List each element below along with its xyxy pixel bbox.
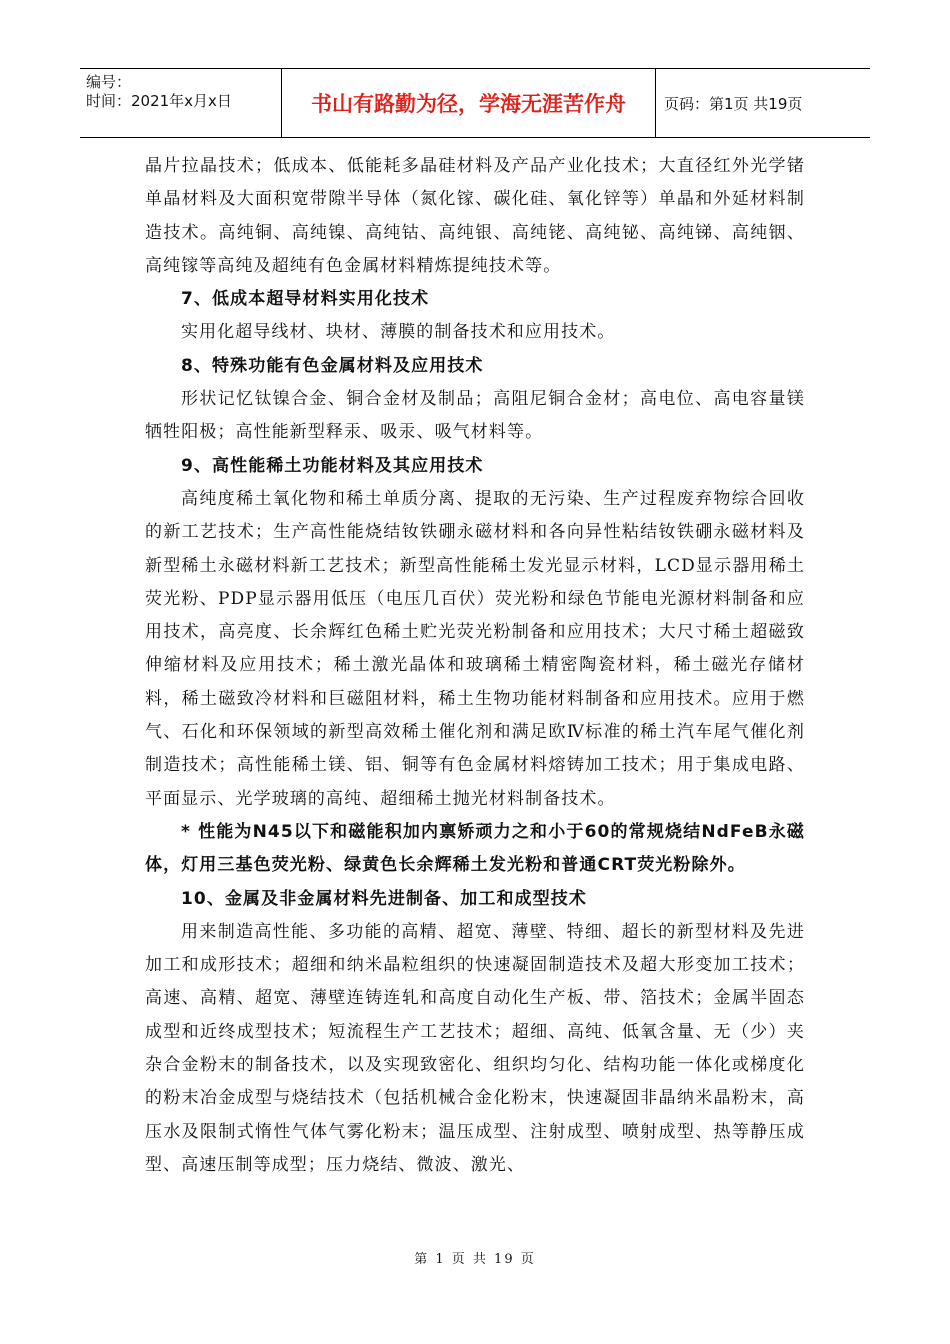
date-label: 时间：2021年x月x日 — [86, 92, 232, 110]
header-motto: 书山有路勤为径，学海无涯苦作舟 — [282, 69, 656, 137]
document-body — [145, 150, 805, 1182]
page-footer: 第 1 页 共 19 页 — [414, 1252, 536, 1267]
paragraph-7: 实用化超导线材、块材、薄膜的制备技术和应用技术。 — [181, 322, 616, 343]
paragraph-9: 高纯度稀土氧化物和稀土单质分离、提取的无污染、生产过程废弃物综合回收的新工艺技术；生产高性能烧结钕铁硼永磁材料和各向异性粘结钕铁硼永磁材料及新型稀土永磁材料新工艺技术；新型高性能稀土发光显示材料，LCD显示器用稀土荧光粉、PDP显示器用低压（电压几百伏）荧光粉和绿色节能电光源材料制备和应用技术，高亮度、长余辉红色稀土贮光荧光粉制备和应用技术；大尺寸稀土超磁致伸缩材料及应用技术；稀土激光晶体和玻璃稀土精密陶瓷材料，稀土磁光存储材料，稀土磁致冷材料和巨磁阻材料，稀土生物功能材料制备和应用技术。应用于燃气、石化和环保领域的新型高效稀土催化剂和满足欧Ⅳ标准的稀土汽车尾气催化剂制造技术；高性能稀土镁、铝、铜等有色金属材料熔铸加工技术；用于集成电路、平面显示、光学玻璃的高纯、超细稀土抛光材料制备技术。 — [145, 488, 805, 809]
header-meta — [80, 69, 282, 137]
section-heading-8: 8、特殊功能有色金属材料及应用技术 — [181, 355, 484, 376]
paragraph-8: 形状记忆钛镍合金、铜合金材及制品；高阻尼铜合金材；高电位、高电容量镁牺牲阳极；高性能新型释汞、吸汞、吸气材料等。 — [145, 389, 805, 443]
serial-number-label: 编号： — [86, 73, 132, 91]
note-9-exclusion: * 性能为N45以下和磁能积加内禀矫顽力之和小于60的常规烧结NdFeB永磁体，灯用三基色荧光粉、绿黄色长余辉稀土发光粉和普通CRT荧光粉除外。 — [145, 821, 805, 876]
paragraph-10: 用来制造高性能、多功能的高精、超宽、薄壁、特细、超长的新型材料及先进加工和成形技术；超细和纳米晶粒组织的快速凝固制造技术及超大形变加工技术；高速、高精、超宽、薄壁连铸连轧和高度自动化生产板、带、箔技术；金属半固态成型和近终成型技术；短流程生产工艺技术；超细、高纯、低氧含量、无（少）夹杂合金粉末的制备技术，以及实现致密化、组织均匀化、结构功能一体化或梯度化的粉末冶金成型与烧结技术（包括机械合金化粉末，快速凝固非晶纳米晶粉末，高压水及限制式惰性气体气雾化粉末；温压成型、注射成型、喷射成型、热等静压成型、高速压制等成型；压力烧结、微波、激光、 — [145, 921, 805, 1175]
header-page-info: 页码：第1页 共19页 — [664, 94, 803, 113]
section-heading-10: 10、金属及非金属材料先进制备、加工和成型技术 — [181, 888, 587, 909]
section-heading-9: 9、高性能稀土功能材料及其应用技术 — [181, 455, 484, 476]
paragraph-continued: 晶片拉晶技术；低成本、低能耗多晶硅材料及产品产业化技术；大直径红外光学锗单晶材料及大面积宽带隙半导体（氮化镓、碳化硅、氧化锌等）单晶和外延材料制造技术。高纯铜、高纯镍、高纯钴、高纯银、高纯铑、高纯铋、高纯锑、高纯铟、高纯镓等高纯及超纯有色金属材料精炼提纯技术等。 — [145, 156, 805, 276]
page-header — [80, 68, 870, 138]
section-heading-7: 7、低成本超导材料实用化技术 — [181, 289, 430, 310]
